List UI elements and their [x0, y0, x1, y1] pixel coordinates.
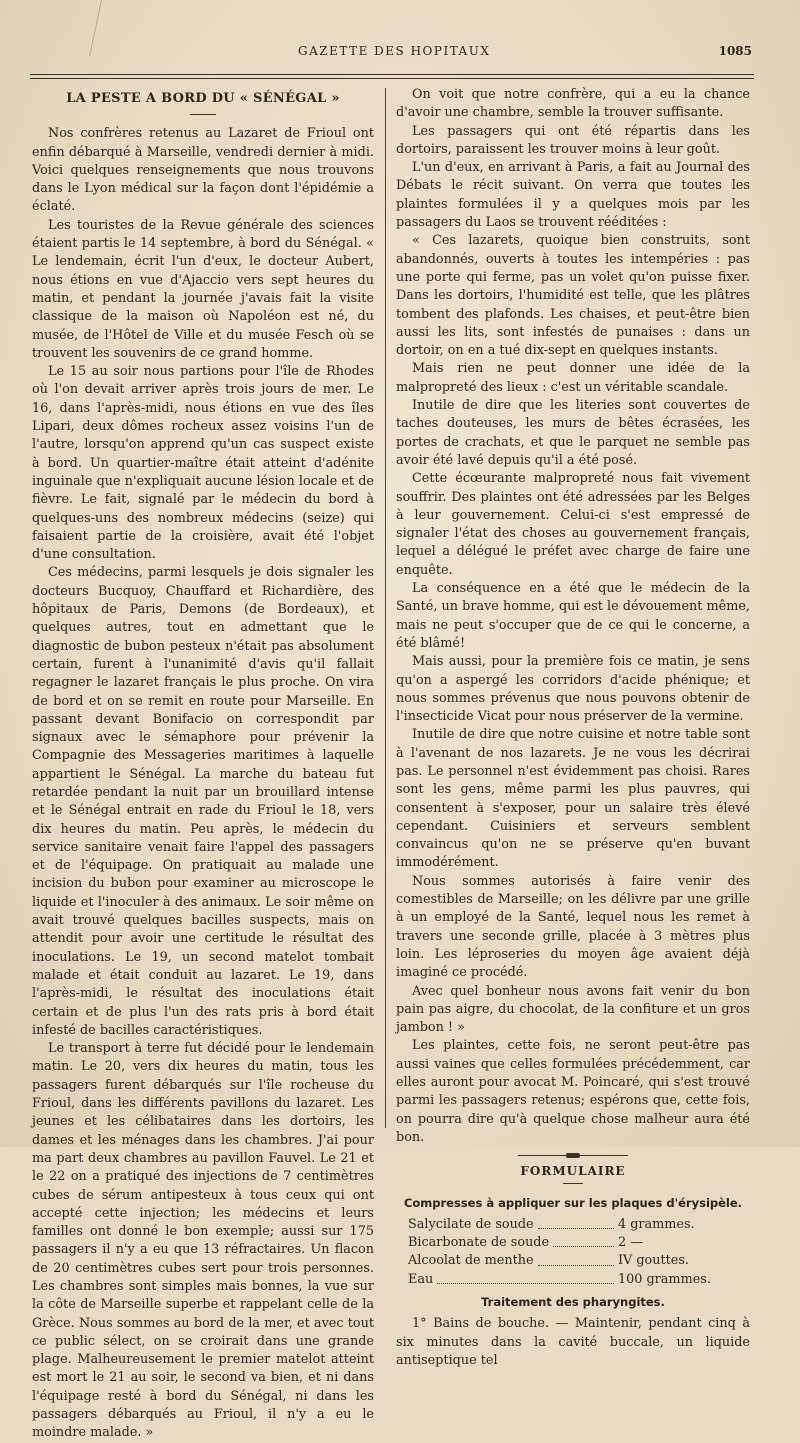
- ingredient-name: Salycilate de soude: [408, 1216, 534, 1232]
- paragraph: Le transport à terre fut décidé pour le lendemain matin. Le 20, vers dix heures du matin, tous les passagers furent débarqués sur l'île rocheuse du Frioul, dans les différents pavillons du lazaret. Les jeunes et les célibataires dans les dortoirs, les dames et les ménages dans les chambres. J'ai pour ma part deux chambres au pavillon Fauvel. Le 21 et le 22 on a pratiqué des injections de 7 centimètres cubes de sérum antipesteux à tous ceux qui ont accepté cette injection; les médecins et leurs familles ont donné le bon exemple; aussi sur 175 passagers il n'y a eu que 13 réfractaires. Un flacon de 20 centimètres cubes sert pour trois personnes. Les chambres sont simples mais bonnes, la vue sur la côte de Marseille superbe et rappelant celle de la Grèce. Nous sommes au bord de la mer, et avec tout ce public sélect, on se croirait dans une grande plage. Malheureusement le premier matelot atteint est mort le 21 au soir, le second va bien, et ni dans l'équipage resté à bord du Sénégal, ni dans les passagers débarqués au Frioul, il n'y a eu le moindre malade. »: [32, 1041, 374, 1441]
- ingredient-name: Bicarbonate de soude: [408, 1235, 550, 1251]
- paragraph: Les touristes de la Revue générale des sciences étaient partis le 14 septembre, à bord du Sénégal. « Le lendemain, écrit l'un d'eux, le docteur Aubert, nous étions en vue d'Ajaccio vers sept heures du matin, et pendant la journée j'avais fait la visite classique de la maison où Napoléon est né, du musée, de l'Hôtel de Ville et du musée Fesch où se trouvent les souvenirs de ce grand homme.: [32, 217, 374, 361]
- ingredient-quantity: 100 grammes.: [618, 1271, 711, 1287]
- ingredient-list: [408, 1216, 750, 1289]
- left-column: [32, 86, 374, 1443]
- article-title: LA PESTE A BORD DU « SÉNÉGAL »: [66, 91, 340, 106]
- leader-dots: [538, 1216, 614, 1229]
- right-column: [396, 86, 750, 1370]
- paragraph: L'un d'eux, en arrivant à Paris, a fait au Journal des Débats le récit suivant. On verra que toutes les plaintes formulées il y a quelques mois par les passagers du Laos se trouvent rééditées :: [396, 160, 750, 231]
- ingredient-quantity: 4 grammes.: [618, 1216, 695, 1232]
- header-rule: [30, 74, 754, 79]
- ingredient-row: [408, 1216, 730, 1234]
- paragraph: La conséquence en a été que le médecin de la Santé, un brave homme, qui est le dévouement même, mais ne peut s'occuper que de ce qui le concerne, a été blâmé!: [396, 581, 750, 651]
- ingredient-quantity: IV gouttes.: [618, 1253, 689, 1269]
- ingredient-quantity: 2 —: [618, 1235, 644, 1251]
- paragraph: 1° Bains de bouche. — Maintenir, pendant cinq à six minutes dans la cavité buccale, un liquide antiseptique tel: [396, 1316, 750, 1368]
- paragraph: Les passagers qui ont été répartis dans les dortoirs, paraissent les trouver moins à leur goût.: [396, 123, 750, 157]
- paragraph: Mais rien ne peut donner une idée de la malpropreté des lieux : c'est un véritable scandale.: [396, 361, 750, 395]
- paragraph: Le 15 au soir nous partions pour l'île de Rhodes où l'on devait arriver après trois jours de mer. Le 16, dans l'après-midi, nous étions en vue des îles Lipari, deux dômes rocheux assez voisins l'un de l'autre, lorsqu'on apprend qu'un cas suspect existe à bord. Un quartier-maître était atteint d'adénite inguinale que n'expliquait aucune lésion locale et de fièvre. Le fait, signalé par le médecin du bord à quelques-uns des nombreux médecins (seize) qui faisaient partie de la croisière, avait été l'objet d'une consultation.: [32, 364, 374, 563]
- recipe-title: Traitement des pharyngites.: [481, 1295, 665, 1309]
- title-rule: [190, 114, 216, 115]
- leader-dots: [538, 1252, 614, 1265]
- column-divider: [385, 88, 386, 1128]
- paragraph: Cette écœurante malpropreté nous fait vivement souffrir. Des plaintes ont été adressées par les Belges à leur gouvernement. Celui-ci s'est empressé de signaler l'état des choses au gouvernement français, lequel a délégué le préfet avec charge de faire une enquête.: [396, 471, 750, 578]
- leader-dots: [553, 1234, 614, 1247]
- ingredient-row: [408, 1252, 730, 1270]
- leader-dots: [437, 1271, 614, 1284]
- paragraph: Ces médecins, parmi lesquels je dois signaler les docteurs Bucquoy, Chauffard et Richardière, des hôpitaux de Paris, Demons (de Bordeaux), et quelques autres, tout en admettant que le diagnostic de bubon pesteux n'était pas absolument certain, furent à l'unanimité d'avis qu'il fallait regagner le lazaret français le plus proche. On vira de bord et on se remit en route pour Marseille. En passant devant Bonifacio on correspondit par signaux avec le sémaphore pour prévenir la Compagnie des Messageries maritimes à laquelle appartient le Sénégal. La marche du bateau fut retardée pendant la nuit par un brouillard intense et le Sénégal entrait en rade du Frioul le 18, vers dix heures du matin. Peu après, le médecin du service sanitaire venait faire l'appel des passagers et de l'équipage. On pratiquait au malade une incision du bubon pour examiner au microscope le liquide et l'inoculer à des animaux. Le soir même on avait trouvé quelques bacilles suspects, mais on attendit pour avoir une certitude le résultat des inoculations. Le 19, un second matelot tombait malade et était conduit au lazaret. Le 19, dans l'après-midi, le résultat des inoculations était certain et de plus l'un des rats pris à bord était infesté de bacilles caractéristiques.: [32, 565, 374, 1038]
- page-number: 1085: [718, 44, 752, 58]
- paragraph: On voit que notre confrère, qui a eu la chance d'avoir une chambre, semble la trouver suffisante.: [396, 87, 750, 121]
- ingredient-name: Alcoolat de menthe: [408, 1253, 534, 1269]
- running-title: GAZETTE DES HOPITAUX: [298, 44, 491, 58]
- formulaire-title-rule: [563, 1183, 583, 1184]
- paragraph: Inutile de dire que les literies sont couvertes de taches douteuses, les murs de bêtes écrasées, les portes de crachats, et que le parquet ne semble pas avoir été lavé depuis qu'il a été posé.: [396, 398, 750, 468]
- ingredient-name: Eau: [408, 1271, 434, 1287]
- paragraph: Inutile de dire que notre cuisine et notre table sont à l'avenant de nos lazarets. Je ne vous les décrirai pas. Le personnel n'est évidemment pas choisi. Rares sont les gens, même parmi les plus pauvres, qui consentent à s'exposer, pour un salaire très élevé cependant. Cuisiniers et serveurs semblent convaincus qu'on ne se préserve qu'en buvant immodérément.: [396, 727, 750, 871]
- ingredient-row: [408, 1271, 730, 1289]
- paragraph: Les plaintes, cette fois, ne seront peut-être pas aussi vaines que celles formulées précédemment, car elles auront pour avocat M. Poincaré, qui s'est trouvé parmi les passagers retenus; espérons que, cette fois, on pourra dire qu'à quelque chose malheur aura été bon.: [396, 1038, 750, 1145]
- paragraph: Nos confrères retenus au Lazaret de Frioul ont enfin débarqué à Marseille, vendredi dernier à midi. Voici quelques renseignements que nous trouvons dans le Lyon médical sur la façon dont l'épidémie a éclaté.: [32, 126, 374, 215]
- page-header: [0, 44, 800, 64]
- paragraph: « Ces lazarets, quoique bien construits, sont abandonnés, ouverts à toutes les intempéries : pas une porte qui ferme, pas un volet qu'on puisse fixer. Dans les dortoirs, l'humidité est telle, que les plâtres tombent des plafonds. Les chaises, et peut-être bien aussi les lits, sont infestés de punaises : dans un dortoir, on en a tué dix-sept en quelques instants.: [396, 233, 750, 359]
- section-separator: [518, 1155, 628, 1156]
- formulaire-title: FORMULAIRE: [520, 1164, 626, 1179]
- ingredient-row: [408, 1234, 730, 1252]
- paragraph: Mais aussi, pour la première fois ce matin, je sens qu'on a aspergé les corridors d'acide phénique; et nous sommes prévenus que nous pouvons obtenir de l'insecticide Vicat pour nous préserver de la vermine.: [396, 654, 750, 725]
- paragraph: Avec quel bonheur nous avons fait venir du bon pain pas aigre, du chocolat, de la confiture et un gros jambon ! »: [396, 983, 750, 1036]
- recipe-title: Compresses à appliquer sur les plaques d'érysipèle.: [403, 1195, 743, 1210]
- paragraph: Nous sommes autorisés à faire venir des comestibles de Marseille; on les délivre par une grille à un employé de la Santé, lequel nous les remet à travers une seconde grille, placée à 3 mètres plus loin. Les léproseries du moyen âge avaient déjà imaginé ce procédé.: [396, 873, 750, 981]
